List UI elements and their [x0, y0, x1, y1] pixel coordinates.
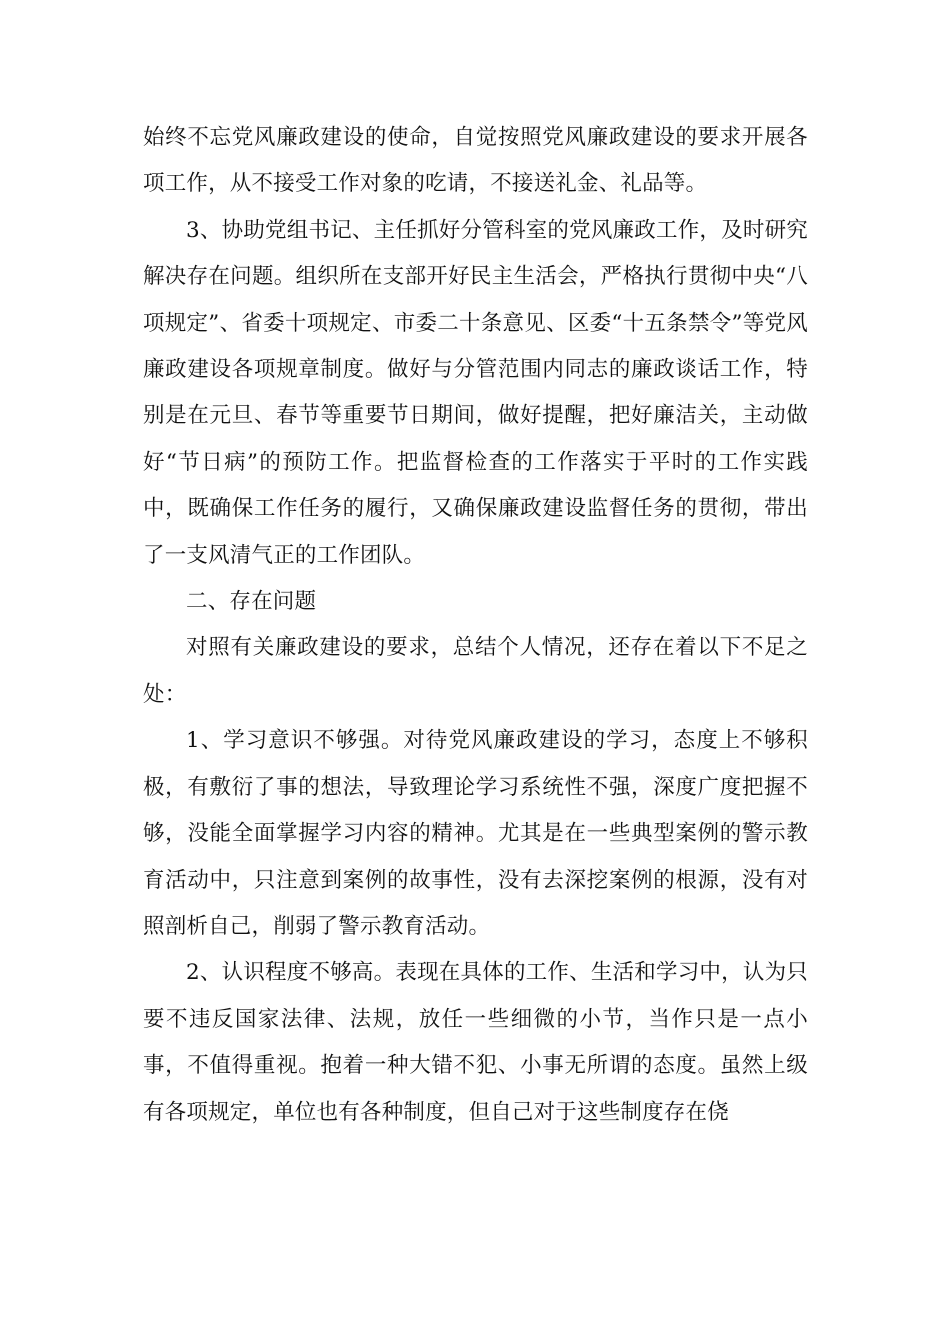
paragraph-problem-1: 1、学习意识不够强。对待党风廉政建设的学习，态度上不够积极，有敷衍了事的想法，导致理论学习系统性不强，深度广度把握不够，没能全面掌握学习内容的精神。尤其是在一些典型案例的警示教育活动中，只注意到案例的故事性，没有去深挖案例的根源，没有对照剖析自己，削弱了警示教育活动。: [143, 728, 808, 939]
document-body: [143, 115, 808, 1136]
paragraph-item-3: 3、协助党组书记、主任抓好分管科室的党风廉政工作，及时研究解决存在问题。组织所在支部开好民主生活会，严格执行贯彻中央“八项规定”、省委十项规定、市委二十条意见、区委“十五条禁令”等党风廉政建设各项规章制度。做好与分管范围内同志的廉政谈话工作，特别是在元旦、春节等重要节日期间，做好提醒，把好廉洁关，主动做好“节日病”的预防工作。把监督检查的工作落实于平时的工作实践中，既确保工作任务的履行，又确保廉政建设监督任务的贯彻，带出了一支风清气正的工作团队。: [143, 217, 808, 568]
paragraph-intro-problems: 对照有关廉政建设的要求，总结个人情况，还存在着以下不足之处：: [143, 635, 808, 707]
paragraph-problem-2: 2、认识程度不够高。表现在具体的工作、生活和学习中，认为只要不违反国家法律、法规，放任一些细微的小节，当作只是一点小事，不值得重视。抱着一种大错不犯、小事无所谓的态度。虽然上级有各项规定，单位也有各种制度，但自己对于这些制度存在侥: [143, 960, 808, 1125]
section-heading-problems: 二、存在问题: [186, 589, 317, 615]
paragraph-continuation: 始终不忘党风廉政建设的使命，自觉按照党风廉政建设的要求开展各项工作，从不接受工作对象的吃请，不接送礼金、礼品等。: [143, 125, 808, 197]
